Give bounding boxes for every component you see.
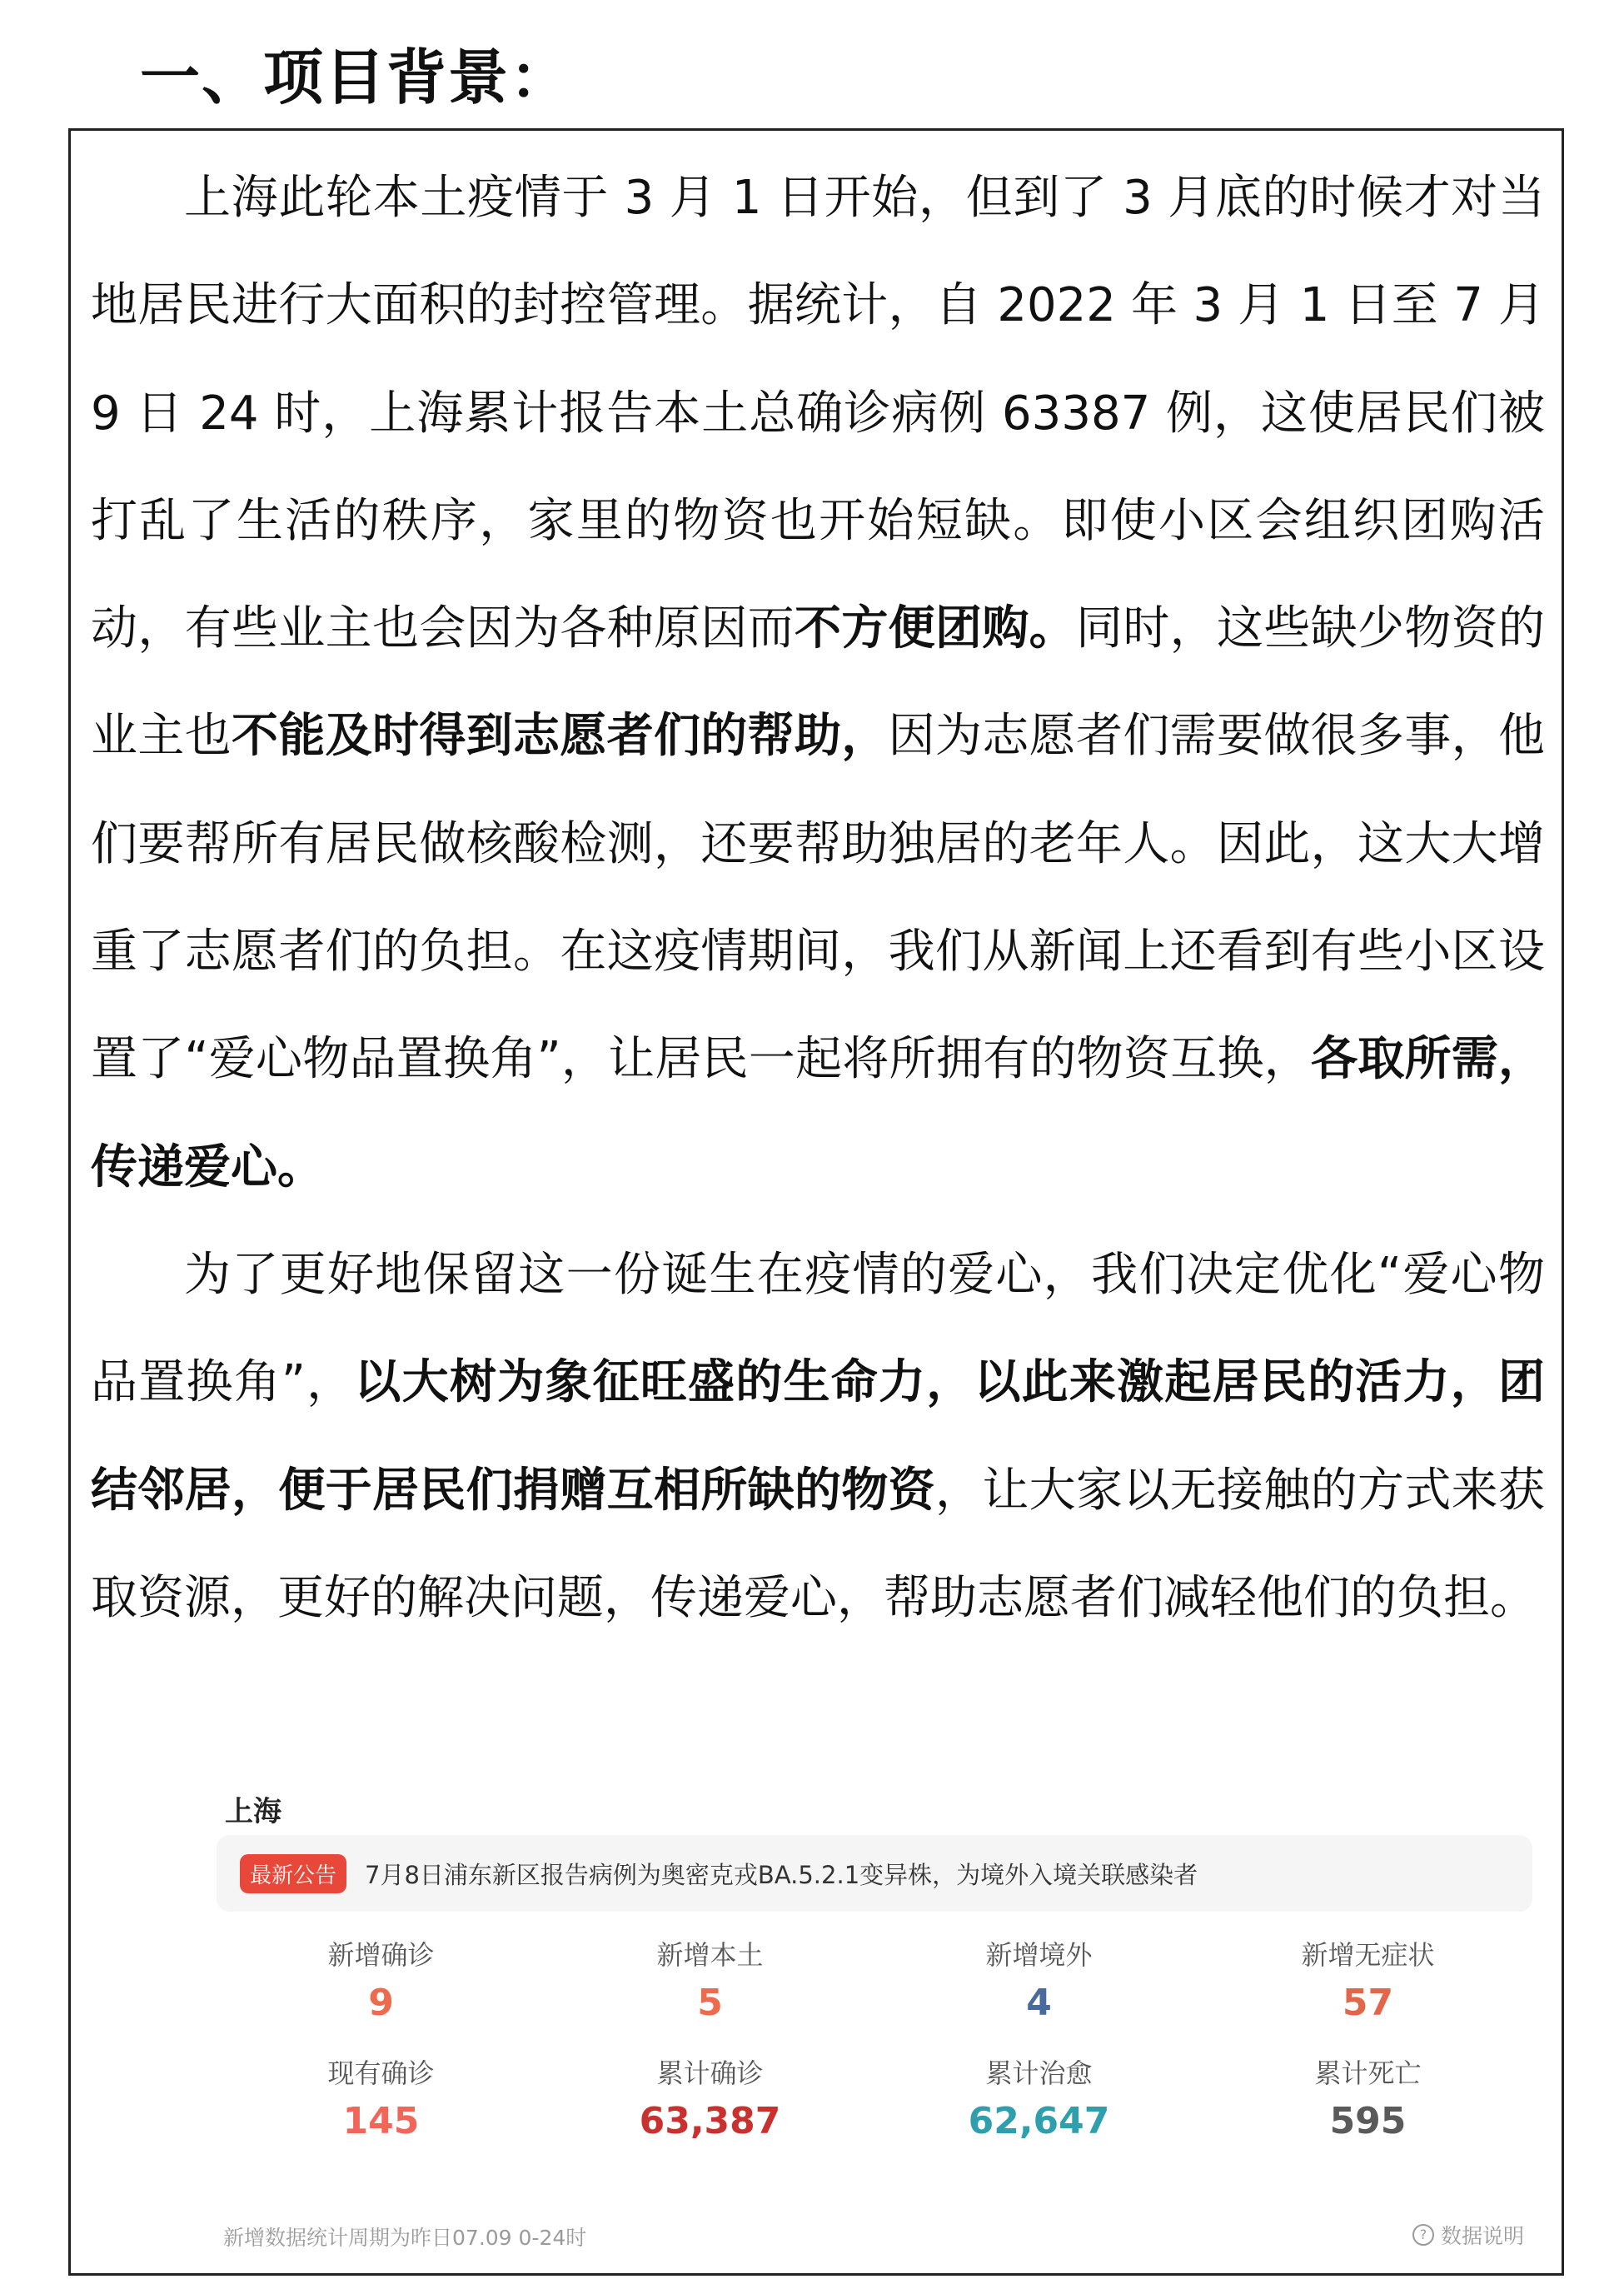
stat-value: 9 [368, 1982, 394, 2024]
notice-badge: 最新公告 [240, 1854, 346, 1893]
paragraph-1 [91, 144, 1545, 1221]
paragraph2-segment: 以大树为象征旺盛的生命力，以此来激起居民的活力，团结邻居，便于居民们捐赠互相所缺的物资 [91, 1355, 1546, 1518]
content-frame [68, 128, 1564, 2276]
stat-value: 63,387 [639, 2100, 781, 2142]
stats-grid [217, 1937, 1532, 2170]
stat-label: 新增境外 [985, 1939, 1093, 1971]
stat-item [545, 2055, 874, 2145]
paragraph2-segment: ，让大家以无接触的方式来获取资源，更好的解决问题，传递爱心，帮助志愿者们减轻他们的负担。 [91, 1463, 1546, 1625]
stat-value: 4 [1026, 1982, 1052, 2024]
region-title: 上海 [225, 1795, 281, 1828]
paragraph2-segment: 为了更好地保留这一份诞生在疫情的爱心，我们决定优化“爱心物品置换角”， [91, 1247, 1545, 1410]
paragraph1-segment: 因为志愿者们需要做很多事，他们要帮所有居民做核酸检测，还要帮助独居的老年人。因此，这大大增重了志愿者们的负担。在这疫情期间，我们从新闻上还看到有些小区设置了“爱心物品置换角”，让居民一起将所拥有的物资互换， [91, 709, 1546, 1087]
stat-value: 62,647 [968, 2100, 1110, 2142]
epidemic-stats-panel [150, 1788, 1549, 2255]
data-explanation-link[interactable] [1412, 2220, 1524, 2250]
stats-footnote: 新增数据统计周期为昨日07.09 0-24时 [223, 2226, 587, 2250]
page-heading: 一、项目背景： [140, 42, 572, 112]
notice-text: 7月8日浦东新区报告病例为奥密克戎BA.5.2.1变异株，为境外入境关联感染者 [365, 1860, 1198, 1889]
stat-label: 新增本土 [656, 1939, 764, 1971]
stat-item [1203, 2055, 1532, 2145]
stat-item [874, 1937, 1203, 2027]
stat-label: 现有确诊 [327, 2057, 435, 2089]
stat-label: 新增无症状 [1301, 1939, 1435, 1971]
paragraph1-segment: 各取所需，传递爱心。 [91, 1032, 1545, 1194]
stat-value: 57 [1342, 1982, 1394, 2024]
paragraph1-segment: 不能及时得到志愿者们的帮助， [232, 709, 889, 764]
stat-value: 595 [1329, 2100, 1407, 2142]
notice-bar[interactable] [217, 1835, 1532, 1912]
stat-label: 新增确诊 [327, 1939, 435, 1971]
stat-item [874, 2055, 1203, 2145]
paragraph1-segment: 上海此轮本土疫情于 3 月 1 日开始，但到了 3 月底的时候才对当地居民进行大面积的封控管理。据统计，自 2022 年 3 月 1 日至 7 月 9 日 24 时，上海累计报告本土总确诊病例 63387 例，这使居民们被打乱了生活的秩序，家里的物资也开始短缺。即使小区会组织团购活动，有些业主也会因为各种原因而 [91, 171, 1545, 656]
paragraph-2 [91, 1221, 1545, 1652]
stat-item [217, 1937, 545, 2027]
data-explanation-label: 数据说明 [1440, 2224, 1524, 2248]
body-text [91, 144, 1545, 1652]
question-circle-icon: ? [1412, 2224, 1434, 2246]
stat-label: 累计治愈 [985, 2057, 1093, 2089]
stat-item [1203, 1937, 1532, 2027]
paragraph1-segment: 同时，这些缺少物资的业主也 [91, 601, 1546, 764]
stat-item [545, 1937, 874, 2027]
stat-value: 145 [342, 2100, 420, 2142]
stat-label: 累计确诊 [656, 2057, 764, 2089]
stat-label: 累计死亡 [1314, 2057, 1422, 2089]
stat-value: 5 [697, 1982, 723, 2024]
paragraph1-segment: 不方便团购。 [795, 601, 1076, 656]
stat-item [217, 2055, 545, 2145]
